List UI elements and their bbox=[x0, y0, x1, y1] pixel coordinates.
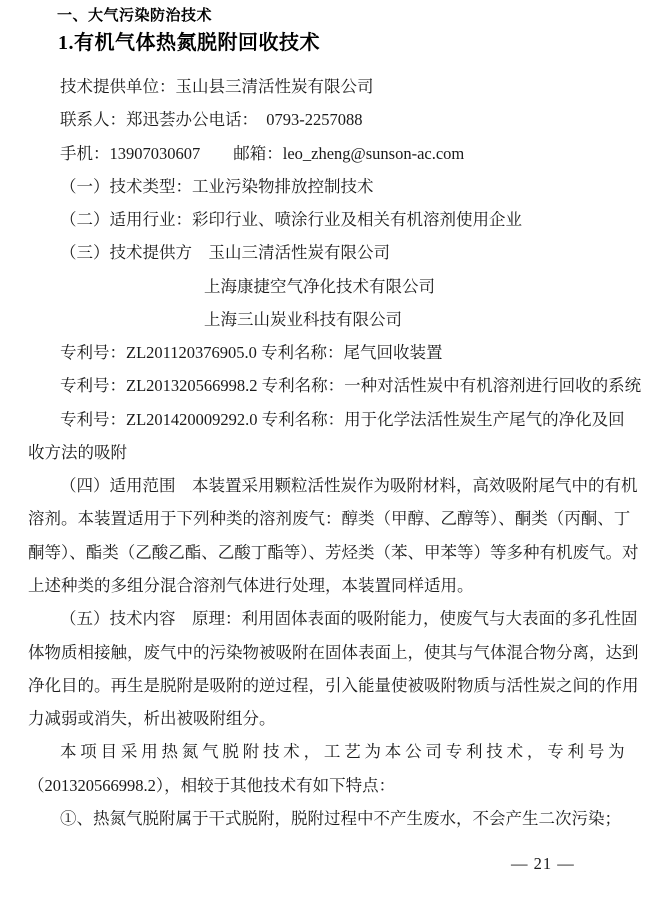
text-line: （三）技术提供方 玉山三清活性炭有限公司 bbox=[60, 243, 390, 263]
text-line: 技术提供单位：玉山县三清活性炭有限公司 bbox=[60, 77, 374, 96]
text-line: （201320566998.2），相较于其他技术有如下特点： bbox=[28, 775, 396, 795]
text-line: 专利号：ZL201320566998.2 专利名称：一种对活性炭中有机溶剂进行回收的系统 bbox=[60, 376, 642, 396]
text-line: 联系人：郑迅荟办公电话： 0793-2257088 bbox=[60, 110, 363, 130]
text-line: 手机：13907030607 邮箱：leo_zheng@sunson-ac.com bbox=[60, 143, 465, 163]
text-line: 专利号：ZL201420009292.0 专利名称：用于化学法活性炭生产尾气的净化及回 bbox=[60, 409, 625, 429]
tech-title: 1.有机气体热氮脱附回收技术 bbox=[58, 32, 320, 54]
text-line: 本项目采用热氮气脱附技术，工艺为本公司专利技术，专利号为 bbox=[60, 742, 629, 762]
text-line: 溶剂。本装置适用于下列种类的溶剂废气：醇类（甲醇、乙醇等）、酮类（丙酮、丁 bbox=[28, 509, 631, 529]
text-line: 专利号：ZL201120376905.0 专利名称：尾气回收装置 bbox=[60, 343, 443, 363]
text-line: 净化目的。再生是脱附是吸附的逆过程，引入能量使被吸附物质与活性炭之间的作用 bbox=[28, 675, 639, 695]
text-line: 收方法的吸附 bbox=[28, 442, 127, 462]
text-line: ①、热氮气脱附属于干式脱附，脱附过程中不产生废水，不会产生二次污染； bbox=[60, 808, 621, 828]
text-line: 上海三山炭业科技有限公司 bbox=[204, 309, 402, 329]
section-heading: 一、大气污染防治技术 bbox=[57, 7, 213, 24]
text-line: （一）技术类型：工业污染物排放控制技术 bbox=[60, 176, 374, 196]
text-line: 力减弱或消失，析出被吸附组分。 bbox=[28, 709, 276, 729]
document-body bbox=[28, 70, 642, 835]
text-line: （二）适用行业：彩印行业、喷涂行业及相关有机溶剂使用企业 bbox=[60, 210, 522, 230]
text-line: （四）适用范围 本装置采用颗粒活性炭作为吸附材料，高效吸附尾气中的有机 bbox=[60, 476, 638, 496]
text-line: 酮等）、酯类（乙酸乙酯、乙酸丁酯等）、芳烃类（苯、甲苯等）等多种有机废气。对 bbox=[28, 542, 639, 562]
text-line: 上述种类的多组分混合溶剂气体进行处理，本装置同样适用。 bbox=[28, 575, 474, 595]
page-number: — 21 — bbox=[511, 854, 575, 873]
text-line: （五）技术内容 原理：利用固体表面的吸附能力，使废气与大表面的多孔性固 bbox=[60, 609, 638, 629]
text-line: 体物质相接触，废气中的污染物被吸附在固体表面上，使其与气体混合物分离，达到 bbox=[28, 642, 639, 662]
text-line: 上海康捷空气净化技术有限公司 bbox=[204, 276, 435, 296]
